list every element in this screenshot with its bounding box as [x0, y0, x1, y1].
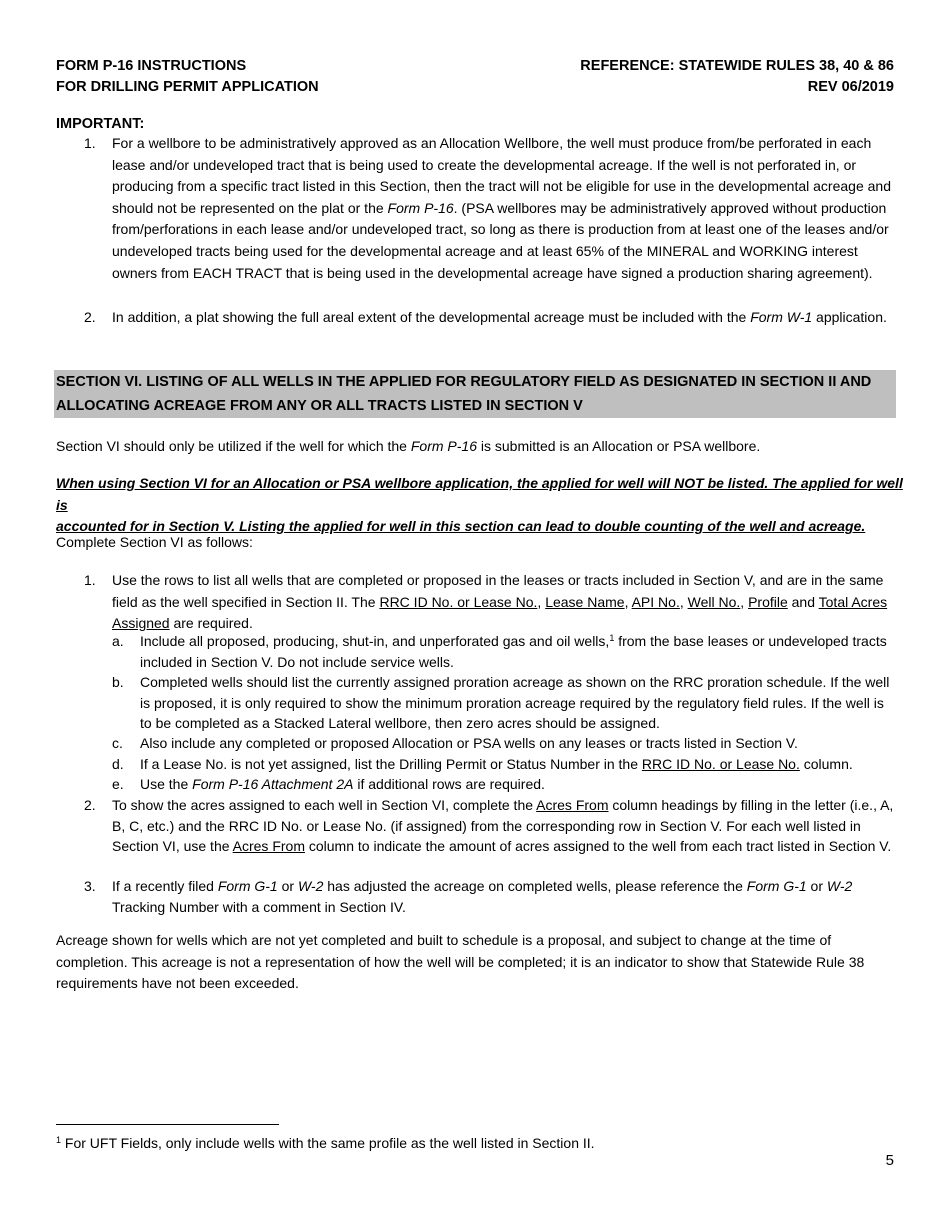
- closing-paragraph: Acreage shown for wells which are not yet completed and built to schedule is a proposal, and subject to change at the time of completion. This acreage is not a representation of how the well will be completed; it is an indicator to show that Statewide Rule 38 requirements have not been exceeded.: [56, 932, 865, 992]
- section-title: SECTION VI. LISTING OF ALL WELLS IN THE APPLIED FOR REGULATORY FIELD AS DESIGNATED IN SECTION II AND ALLOCATING ACREAGE FROM ANY OR ALL TRACTS LISTED IN SECTION V: [56, 374, 872, 414]
- step-1c: Also include any completed or proposed Allocation or PSA wells on any leases or tracts listed in Section V.: [140, 735, 798, 751]
- sub-letter: b.: [112, 674, 124, 690]
- complete-instructions: Complete Section VI as follows:: [56, 534, 253, 550]
- important-item-2: In addition, a plat showing the full areal extent of the developmental acreage must be included with the Form W-1 application.: [112, 309, 887, 325]
- form-title: FORM P-16 INSTRUCTIONS: [56, 58, 247, 74]
- form-subtitle: FOR DRILLING PERMIT APPLICATION: [56, 79, 319, 95]
- sub-letter: d.: [112, 756, 124, 772]
- step-1a: Include all proposed, producing, shut-in, and unperforated gas and oil wells,$^1$ from the base leases or undeveloped tracts included in Section V. Do not include service wells.: [140, 633, 887, 670]
- reference-rules: REFERENCE: STATEWIDE RULES 38, 40 & 86: [580, 58, 894, 74]
- footnote-divider: [56, 1124, 279, 1125]
- footnote: $^1$ For UFT Fields, only include wells with the same profile as the well listed in Section II.: [56, 1135, 595, 1151]
- step-2: To show the acres assigned to each well in Section VI, complete the Acres From column headings by filling in the letter (i.e., A, B, C, etc.) and the RRC ID No. or Lease No. (if assigned) from the corresponding row in Section V. For each well listed in Section VI, use the Acres From column to indicate the amount of acres assigned to the well from each tract listed in Section V.: [112, 797, 894, 855]
- sub-letter: a.: [112, 633, 124, 649]
- step-1b: Completed wells should list the currently assigned proration acreage as shown on the RRC proration schedule. If the well is proposed, it is only required to show the minimum proration acreage required by the regulatory field rules. If the well is to be completed as a Stacked Lateral wellbore, then zero acres should be assigned.: [140, 674, 890, 732]
- sub-letter: c.: [112, 735, 123, 751]
- list-number: 1.: [84, 135, 96, 151]
- page-number: 5: [885, 1152, 894, 1169]
- header-left: [56, 56, 319, 98]
- sub-letter: e.: [112, 776, 124, 792]
- revision-date: REV 06/2019: [807, 79, 894, 95]
- step-1: Use the rows to list all wells that are completed or proposed in the leases or tracts included in Section V, and are in the same field as the well specified in Section II. The RRC ID No. or Lease No., Lease Name, API No., Well No., Profile and Total Acres Assigned are required.: [112, 572, 888, 632]
- list-number: 2.: [84, 309, 96, 325]
- section-intro: Section VI should only be utilized if the well for which the Form P-16 is submitted is an Allocation or PSA wellbore.: [56, 438, 761, 454]
- list-number: 3.: [84, 878, 96, 894]
- warning-note: When using Section VI for an Allocation or PSA wellbore application, the applied for well will NOT be listed. The applied for well is accounted for in Section V. Listing the applied for well in this section can lead to double counting of the well and acreage.: [56, 475, 903, 535]
- header-right: [580, 56, 894, 98]
- step-1d: If a Lease No. is not yet assigned, list the Drilling Permit or Status Number in the RRC ID No. or Lease No. column.: [140, 756, 853, 772]
- step-3: If a recently filed Form G-1 or W-2 has adjusted the acreage on completed wells, please reference the Form G-1 or W-2 Tracking Number with a comment in Section IV.: [112, 878, 853, 915]
- list-number: 2.: [84, 797, 96, 813]
- list-number: 1.: [84, 572, 96, 588]
- step-1e: Use the Form P-16 Attachment 2A if additional rows are required.: [140, 776, 545, 792]
- important-item-1: For a wellbore to be administratively approved as an Allocation Wellbore, the well must produce from/be perforated in each lease and/or undeveloped tract that is being used to create the developmental acreage. If the well is not perforated in, or producing from a specific tract listed in this Section, then the tract will not be eligible for use in the developmental acreage and should not be represented on the plat or the Form P-16. (PSA wellbores may be administratively approved without production from/perforations in each lease and/or undeveloped tract, so long as there is production from at least one of the leases and/or undeveloped tracts being used for the developmental acreage and at least 65% of the MINERAL and WORKING interest owners from EACH TRACT that is being used in the developmental acreage have signed a production sharing agreement).: [112, 135, 891, 281]
- important-heading: IMPORTANT:: [56, 116, 145, 132]
